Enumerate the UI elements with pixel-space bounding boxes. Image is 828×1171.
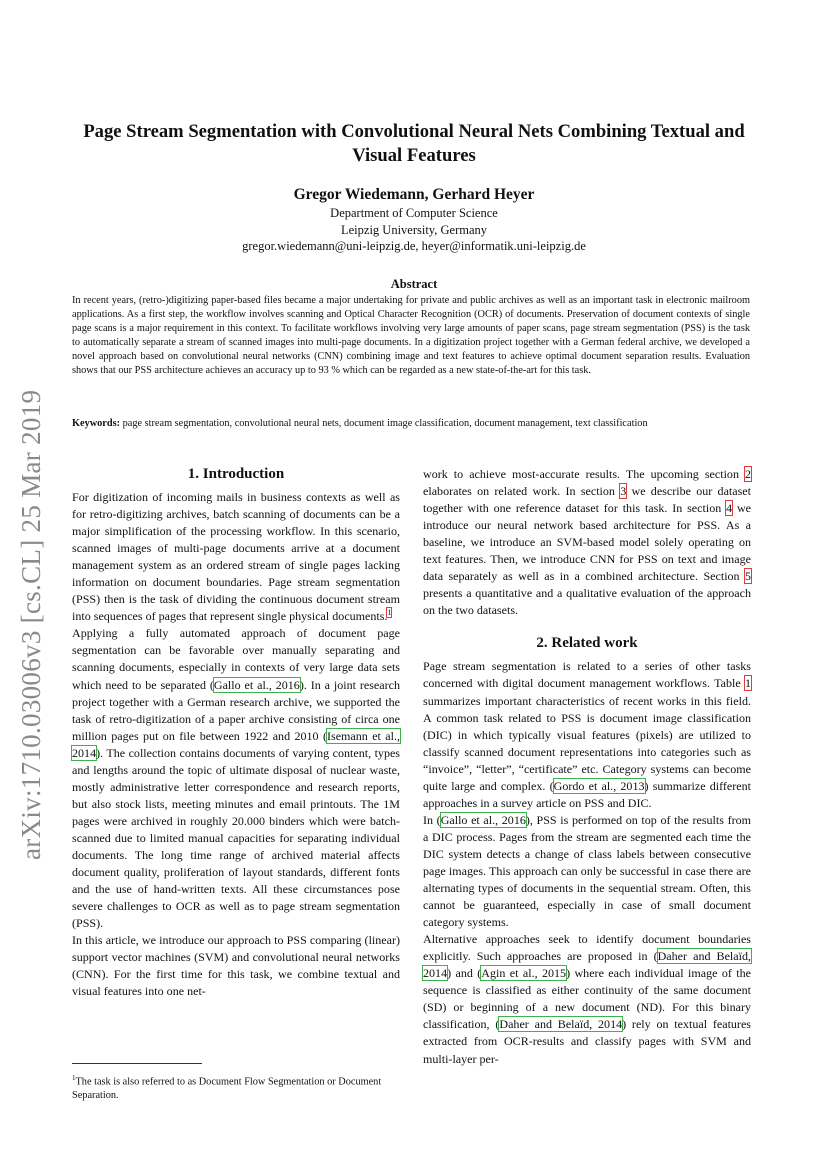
department: Department of Computer Science [330,206,498,220]
abstract-heading: Abstract [390,277,438,291]
keywords [72,417,750,431]
section-link[interactable]: 3 [620,484,627,499]
citation-link[interactable]: Daher and Belaïd, 2014 [423,949,752,981]
citation-link[interactable]: Gordo et al., 2013 [553,778,645,793]
intro-paragraph-2: Applying a fully automated approach of document page segmentation can be favorable over manually separating and scanning documents, especially in contexts of very large data sets which need to be separated (Gallo et al., 2016). In a joint research project together with a German research archive, we supported the task of retro-digitization of a paper archive consisting of circa one million pages put on file between 1922 and 2010 (Isemann et al., 2014). The collection contains documents of varying content, types and lengths around the topic of ultimate disposal of nuclear waste, mostly administrative letter correspondence and research reports, but also stock lists, meeting minutes and email printouts. The 1M pages were archived in roughly 20.000 binders which were batch-scanned due to limited manual capacities for separating individual documents. The long time range of archived material affects document quality, proliferation of layout standards, different fonts and the use of hand-written texts. All these circumstances pose severe challenges to OCR as well as to page stream segmentation (PSS). [72,626,401,931]
arxiv-identifier: arXiv:1710.03006v3 [cs.CL] 25 Mar 2019 [16,389,46,860]
related-paragraph-3: Alternative approaches seek to identify document boundaries explicitly. Such approaches are proposed in (Daher and Belaïd, 2014) and (Agin et al., 2015) where each individual image of the sequence is classified as either continuity of the same document (SD) or beginning of a new document (ND). For this binary classification, (Daher and Belaïd, 2014) rely on textual features extracted from OCR-results and classify pages with SVM and multi-layer per- [423,932,752,1066]
right-column [423,466,751,1068]
footnote-text: The task is also referred to as Document Flow Segmentation or Document Separation. [72,1076,382,1102]
section-heading-related-work: 2. Related work [536,635,638,652]
table-link[interactable]: 1 [745,676,751,691]
intro-continuation: work to achieve most-accurate results. The upcoming section 2 elaborates on related work. In section 3 we describe our dataset together with one reference dataset for this task. In section 4 we introduce our neural network based architecture for PSS. As a baseline, we introduce an SVM-based model solely operating on text features. Then, we introduce CNN for PSS on text and image data separately as well as in a combined architecture. Section 5 presents a quantitative and a qualitative evaluation of the approach on the two datasets. [423,467,751,618]
section-link[interactable]: 2 [745,467,751,481]
section-link[interactable]: 5 [745,569,751,584]
citation-link[interactable]: Daher and Belaïd, 2014 [499,1017,623,1032]
citation-link[interactable]: Gallo et al., 2016 [440,812,526,827]
citation-link[interactable]: Agin et al., 2015 [481,966,567,981]
paper-title: Page Stream Segmentation with Convolutional Neural Nets Combining Textual and Visual Features [83,121,745,166]
citation-link[interactable]: Isemann et al., 2014 [72,728,401,760]
left-column [72,464,400,1000]
paper-authors: Gregor Wiedemann, Gerhard Heyer [293,186,535,203]
footnote [72,1071,402,1103]
university: Leipzig University, Germany [340,222,488,237]
footnote-link[interactable]: 1 [387,608,392,618]
author-emails: gregor.wiedemann@uni-leipzig.de, heyer@informatik.uni-leipzig.de [242,239,586,253]
footnote-mark: 1 [72,1074,76,1082]
intro-paragraph-1: For digitization of incoming mails in business contexts as well as for retro-digitizing archives, batch scanning of documents can be a major simplification of the processing workflow. In this scenario, scanned images of multi-page documents arrive at a document management system as an ordered stream of single pages lacking information on document boundaries. Page stream segmentation (PSS) then is the task of dividing the continuous document stream into sequences of pages that represent single physical documents.$^1$ [72,490,400,624]
abstract-text: In recent years, (retro-)digitizing paper-based files became a major undertaking for private and public archives as well as an important task in electronic mailroom applications. As a first step, the workflow involves scanning and Optical Character Recognition (OCR) of documents. Preservation of document contexts of single page scans is a major requirement in this context. To facilitate workflows involving very large amounts of paper scans, page stream segmentation (PSS) is the task to automatically separate a stream of scanned images into multi-page documents. In a digitization project together with a German federal archive, we developed a novel approach based on convolutional neural networks (CNN) combining image and text features to achieve optimal document separation results. Evaluation shows that our PSS architecture achieves an accuracy up to 93 % which can be regarded as a new state-of-the-art for this task. [72,295,750,376]
intro-paragraph-3: In this article, we introduce our approach to PSS comparing (linear) support vector machines (SVM) and convolutional neural networks (CNN). For the first time for this task, we combine textual and visual features into one net- [72,933,400,999]
footnote-rule [72,1063,202,1064]
keywords-label: Keywords: [72,418,121,429]
section-link[interactable]: 4 [726,501,733,516]
section-heading-introduction: 1. Introduction [187,466,285,482]
citation-link[interactable]: Gallo et al., 2016 [213,677,300,692]
keywords-text: page stream segmentation, convolutional neural nets, document image classification, document management, text classification [120,418,648,429]
related-paragraph-2: In (Gallo et al., 2016), PSS is performed on top of the results from a DIC process. Pages from the stream are segmented each time the DIC system detects a change of class labels between consecutive page images. This approach can only be successful in case there are alternating types of documents in the sequential stream. Often, this cannot be guaranteed, especially in case of small document category systems. [423,812,751,930]
affiliation [70,205,758,255]
related-paragraph-1: Page stream segmentation is related to a series of other tasks concerned with digital document management workflows. Table 1 summarizes important characteristics of recent works in this field. A common task related to PSS is document image classification (DIC) in which typically visual features (pixels) are utilized to classify scanned document representations into categories such as “invoice”, “letter”, “certificate” etc. Category systems can become quite large and complex. (Gordo et al., 2013) summarize different approaches in a survey article on PSS and DIC. [423,659,752,810]
